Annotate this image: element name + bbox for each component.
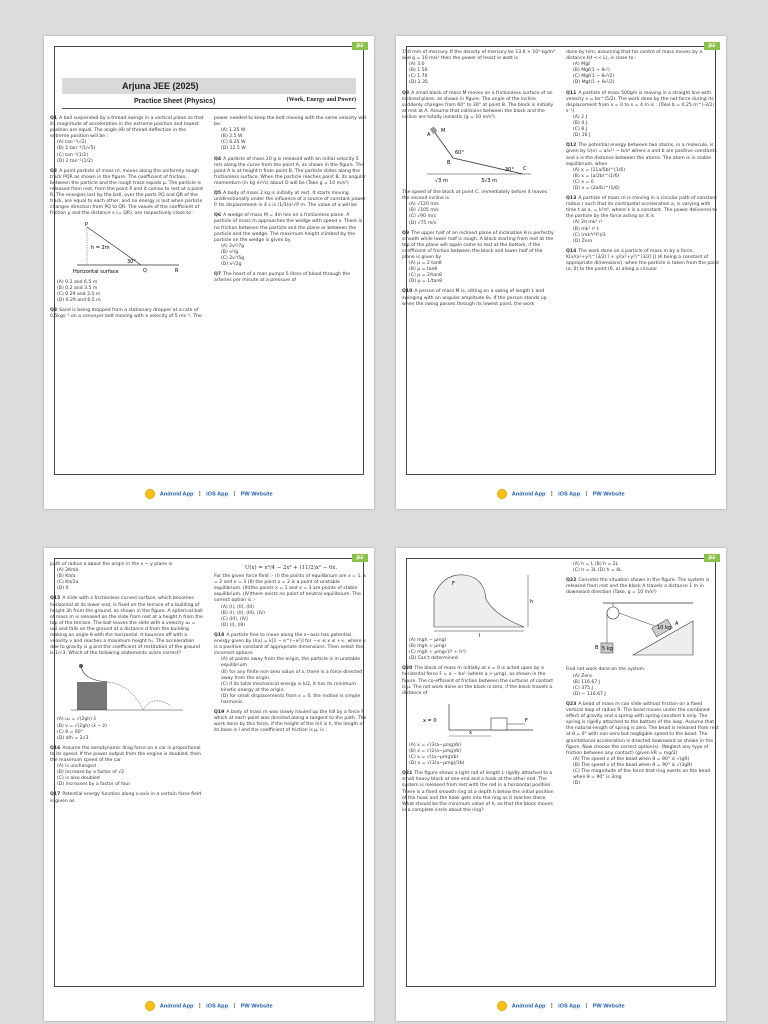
point-q-label: Q	[143, 267, 147, 274]
question-text: power needed to keep the belt moving with the same velocity will be:	[214, 116, 366, 128]
point-a-label: A	[427, 132, 431, 139]
question-text: The heart of a man pumps 5 litres of blood through the arteries per minute at a pressure of	[214, 272, 351, 284]
answer-option: (B) v²/g	[221, 249, 239, 255]
slide-figure	[67, 660, 187, 714]
question-text: A person of mass M is, sitting on a swing of length L and swinging with an angular amplitude θ₀. If the person stands up when the swing passes through its lowest point, the work	[402, 289, 547, 307]
answer-option: (C) x = √((a−μmg)/b)	[409, 755, 459, 761]
answer-option: (B) 2.5 W	[221, 134, 243, 140]
height-label: h = 2m	[91, 244, 110, 251]
distance-2-label: 3√3 m	[481, 178, 498, 185]
question-columns	[50, 116, 368, 503]
page-2	[396, 36, 726, 509]
question-p4lo-cont-0	[402, 638, 556, 662]
answer-option: (C) μ = 2/tanθ	[409, 273, 442, 279]
answer-option: (D) μ = 1/tanθ	[409, 279, 443, 285]
question-text: Sand is being dropped from a stationary dropper at a rate of 0.5kgs⁻¹ on a conveyor belt moving with a velocity of 5 ms⁻¹. The	[50, 307, 202, 319]
question-number: Q1	[50, 116, 58, 121]
question-number: Q12	[566, 143, 577, 149]
answer-option: (C) Kπ/2a	[57, 580, 79, 586]
question-p4r-cont-0	[566, 562, 720, 574]
answer-option: (B) √105 m/s	[409, 208, 439, 214]
question-q20	[402, 666, 556, 767]
answer-option: (A) 2π mk² r²	[573, 220, 603, 226]
answer-option: (C) 1.70	[409, 74, 428, 80]
answer-option: (D)	[573, 781, 581, 787]
question-columns	[402, 50, 720, 503]
angle-60-label: 60°	[455, 150, 464, 157]
point-c-label: C	[523, 166, 527, 173]
question-p2r-cont-0	[566, 50, 720, 87]
incline-figure	[419, 124, 539, 186]
block-figure	[419, 700, 539, 740]
answer-option: (A) x = (11a/5b)^(1/6)	[573, 167, 626, 173]
question-q23	[566, 702, 720, 787]
page-topic: (Work, Energy and Power)	[286, 97, 356, 103]
question-q11	[566, 91, 720, 140]
block-a-label: A	[675, 621, 679, 628]
answer-option: (C) mgh + μmg√(l² + h²)	[409, 650, 466, 656]
question-text: Assume the aerodynamic drag force on a car is proportional to its speed. If the power output from the engine is doubled, then the maximum speed of the car	[50, 745, 201, 763]
answer-option: (B) v = √(2gh) (x̂ − ẑ)	[57, 723, 107, 729]
question-number: Q4	[214, 156, 222, 162]
jee-badge: JEE	[704, 554, 720, 562]
pw-website-link[interactable]: PW Website	[592, 491, 625, 498]
answer-option: (B) 1.50	[409, 68, 428, 74]
question-q5	[214, 191, 368, 209]
surface-label: Horizontal surface	[73, 268, 119, 275]
question-text: A ball suspended by a thread swings in a vertical plane so that its magnitude of acceleration in the extreme position and lowest position are equal. The angle (θ) of thread deflection in the extreme position will be :	[50, 116, 204, 140]
mass-5kg-label: 5 kg	[602, 646, 613, 653]
answer-option: (B) (I), (II), (III), (IV)	[221, 610, 265, 616]
page-1	[44, 36, 374, 509]
answer-option: (D) x = (2a/b)^(1/6)	[573, 185, 620, 191]
answer-option: (C) θ = 60°	[57, 729, 83, 735]
question-q1	[50, 116, 204, 165]
answer-option: (A) 2 J	[573, 114, 587, 120]
page-title: Arjuna JEE (2025)	[62, 78, 356, 94]
answer-option: (D) (I), (III)	[221, 622, 246, 628]
question-number: Q17	[50, 792, 61, 798]
answer-option: (D) increases by a factor of four	[57, 782, 131, 788]
question-text: A point particle of mass m, moves along the uniformly rough track PQR as shown in the figure. The coefficient of friction, between the particle and the rough track equals μ. The particle is released from rest, from the point P and it comes to rest at a point R. The energies lost by the ball, over the parts PQ and QR of the track, are equal to each other, and no energy is lost when particle changes direction from PQ to QR. The values of the coefficient of friction μ and the distance x (= QR), are respectively close to :	[50, 168, 204, 217]
question-q10	[402, 289, 556, 307]
question-text: A body of mass m was slowly hauled up the hill by a force F which at each point was directed along a tangent to the path. The work done by this force, if the height of the hill is h, the length of its base is l and the coefficient of friction is μ, is :	[214, 710, 367, 734]
question-columns	[50, 562, 368, 1015]
answer-option: (D) Can't determined	[409, 656, 458, 662]
question-number: Q6	[214, 213, 222, 219]
pw-logo-icon	[145, 1001, 155, 1011]
question-q18	[214, 633, 368, 706]
question-number: Q3	[50, 307, 58, 313]
right-column	[214, 116, 368, 503]
point-b-label: B	[447, 160, 451, 167]
question-text: A bead of mass m can slide without friction on a fixed vertical loop of radius R. The bead moves under the combined effect of gravity and a spring with spring constant k only. The spring is rigidly attached to the bottom of the loop. Assume that the natural-length of spring is zero. The bead is released from rest at θ = 0° with non-zero but negligible speed to the bead. The gravitational acceleration is directed downward as shown in the figure. Now choose the correct option(s). (Neglect any type of friction between any contact) (given kR = mg/2)	[566, 701, 719, 756]
answer-option: (C) tan⁻¹(1/2)	[57, 152, 89, 158]
question-q3	[50, 308, 204, 320]
answer-option: (B) increase by a factor of √2	[57, 770, 125, 776]
answer-option: (D) 0	[57, 586, 69, 592]
question-q13	[566, 196, 720, 245]
question-q2	[50, 169, 204, 304]
left-column	[402, 50, 556, 503]
left-column	[50, 562, 204, 1015]
answer-option: (B) 0.2 and 3.5 m	[57, 285, 98, 291]
answer-option: (A) μ = 2 tanθ	[409, 261, 442, 267]
answer-option: (C) (mk⁴r²t⁵)/3	[573, 232, 606, 238]
point-r-label: R	[175, 267, 179, 274]
question-text: A slide with a frictionless curved surface, which becomes horizontal at its lower end, is fixed on the terrace of a building of height 3h from the ground, as shown in the figure. A spherical ball of mass m is released on the slide from rest at a height h from the top of the terrace. The ball leaves the slide with a velocity u₀ = u₀x̂ and falls on the ground at a distance d from the building making an angle θ with the horizontal. It bounces off with a velocity v and reaches a maximum height h₁. The acceleration due to gravity is g and the coefficient of restitution of the ground is 1/√3. Which of the following statements is/are correct?	[50, 596, 203, 657]
answer-option: (A) h = L (B) h = 2L	[573, 562, 619, 567]
question-text: A particle of mass 20 g is released with an initial velocity 5 m/s along the curve from the point A, as shown in the figure. The point A is at height h from point B. The particle slides along the frictionless surface. When the particle reaches point B, its angular momentum (in kg m²/s) about O will be (Take g = 10 m/s²)	[214, 156, 367, 186]
answer-option: (D) − 116.67 J	[573, 691, 606, 697]
question-text: 150 mm of mercury. If the density of mercury be 13.6 × 10³ kg/m³ and g = 10 m/s² then the power of heart in watt is	[402, 50, 555, 62]
question-q7	[214, 272, 368, 284]
question-q6	[214, 213, 368, 268]
distance-1-label: √3 m	[435, 178, 448, 185]
question-text: A body of mass 2 kg is initially at rest. It starts moving unidirectionally under the influence of a source of constant power P. Its displacement in 4 s is (1/3)α²√P m. The value of α will be	[214, 191, 366, 209]
answer-option: (B) mgh + μmgl	[409, 644, 446, 650]
question-text: A particle of mass m is moving in a circular path of constant radius r such that its centripetal acceleration a꜀ is varying with time t as a꜀ = k²rt², where k is a constant. The power delivered to the particle by the force acting on it is	[566, 196, 717, 220]
question-text: The upper half of an inclined plane of inclination θ is perfectly smooth while lower half is rough. A block starting from rest at the top of the plane will again come to rest at the bottom, if the coefficient of friction between the block and lower half of the plane is given by	[402, 230, 554, 260]
angle-label: 30°	[127, 258, 136, 265]
question-p2l-cont-2	[402, 190, 556, 227]
pulley-figure	[583, 599, 703, 663]
android-app-link[interactable]: Android App	[159, 1003, 194, 1010]
android-app-link[interactable]: Android App	[159, 491, 194, 498]
track-figure	[67, 221, 187, 277]
question-number: Q8	[402, 90, 410, 96]
ios-app-link[interactable]: iOS App	[558, 491, 580, 498]
question-number: Q14	[566, 248, 577, 254]
answer-option: (B) μ = tanθ	[409, 267, 438, 273]
page-footer: Android App | iOS App | PW Website	[44, 489, 374, 499]
question-q17	[50, 792, 204, 804]
answer-option: (D) Zero	[573, 238, 593, 244]
question-q16	[50, 746, 204, 789]
question-number: Q2	[50, 168, 58, 174]
jee-badge: JEE	[352, 42, 368, 50]
answer-option: (A) (I), (II), (III)	[221, 604, 254, 610]
answer-option: (B) for any finite non-zero value of x, there is a force directed away from the origin.	[221, 669, 363, 681]
question-q19	[214, 710, 368, 734]
pw-logo-icon	[497, 489, 507, 499]
answer-option: (C) h = 3L (D) h = 4L	[573, 568, 622, 574]
distance-label: x	[469, 729, 472, 736]
page-3	[44, 548, 374, 1021]
question-text: path of radius a about the origin in the x − y plane is	[50, 562, 173, 567]
question-number: Q23	[566, 701, 577, 707]
question-columns	[402, 562, 720, 1015]
question-number: Q13	[566, 196, 577, 202]
question-number: Q9	[402, 230, 410, 236]
hill-figure	[424, 565, 534, 639]
question-q15	[50, 596, 204, 741]
point-p-label: P	[85, 221, 89, 228]
hill-height-label: h	[530, 599, 534, 605]
answer-option: (A) 2Kπ/a	[57, 568, 79, 574]
question-number: Q16	[50, 745, 61, 751]
answer-option: (B) x = (a/2b)^(1/6)	[573, 173, 620, 179]
question-text: A particle free to move along the x−axis has potential energy given by U(x) = k[1 − e^(−x²)] for −∞ ≤ x ≤ +∞, where k is a positive constant of appropriate dimensions. Then select the incorrect options	[214, 632, 366, 657]
answer-option: (B) mk² r² t	[573, 226, 599, 232]
ios-app-link[interactable]: iOS App	[206, 491, 228, 498]
answer-option: (B) The speed v of the bead when θ = 90° is √(3gR)	[573, 762, 693, 768]
answer-option: (B) Kπ/a	[57, 574, 76, 580]
question-text: A wedge of mass M = 4m lies on a frictionless plane. A particle of mass m approaches the wedge with speed v. There is no friction between the particle and the plane or between the particle and the wedge. The maximum height climbed by the particle on the wedge is given by	[214, 213, 363, 243]
answer-option: (C) is also doubled	[57, 776, 100, 782]
answer-option: (C) (III), (IV)	[221, 616, 248, 622]
pw-logo-icon	[145, 489, 155, 499]
answer-option: (D) x = √(3(a−μmg)/2b)	[409, 761, 465, 767]
answer-option: (C) x = 0	[573, 179, 594, 185]
question-number: Q11	[566, 90, 577, 96]
question-text: For the given force field :- (I) the points of equilibrium are x = 1, x = 2 and x = 3 (II) the point x = 2 is a point of unstable equilibrium. (III)the points x = 1 and x = 3 are points of stable equilibrium. (IV)there exists no point of neutral equilibrium. The correct option is :-	[214, 574, 367, 604]
answer-option: (B) x = √(2(a−μmg)/b)	[409, 748, 462, 754]
question-text: The work done on a particle of mass m by a force, K[x/(x²+y²)^(3/2) î + y/(x²+y²)^(3/2) ĵ] (K being a constant of appropriate dimensions), when the particle is taken from the point (a, 0) to the point (0, a) along a circular	[566, 248, 720, 273]
right-column	[214, 562, 368, 1015]
question-text: Potential energy function along x-axis in a certain force field is given as	[50, 792, 202, 804]
question-text: The figure shows a light rod of length L rigidly attached to a small heavy block at one end and a hook at the other end. The system is released from rest with the rod in a horizontal position. There is a fixed smooth ring at a depth h below the initial position of the hook and the hook gets into the ring as it reaches there. What should be the minimum value of h, so that the block moves in a complete circle about the ring?	[402, 771, 554, 813]
mass-10kg-label: 10 kg	[657, 625, 672, 632]
answer-option: (D) 12.5 W	[221, 146, 246, 152]
answer-option: (C) if its total mechanical energy is k/2, it has its minimum kinetic energy at the origin.	[221, 681, 356, 693]
question-q12	[566, 143, 720, 192]
question-number: Q10	[402, 289, 413, 295]
pw-website-link[interactable]: PW Website	[592, 1003, 625, 1010]
left-column	[402, 562, 556, 1015]
answer-option: (D) 2.35	[409, 80, 428, 86]
answer-option: (C) The magnitude of the force that ring exerts on the bead when θ = 90° is 3mg	[573, 768, 711, 781]
answer-option: (B) 4 J	[573, 121, 587, 127]
origin-label: x = 0	[423, 717, 437, 724]
answer-option: (B) 116.67 J	[573, 679, 601, 685]
answer-option: (D) Mgℓ(1 + θ₀²/2)	[573, 80, 615, 86]
answer-option: (C) 0.29 and 3.5 m	[57, 291, 101, 297]
block-b-label: B	[595, 645, 599, 652]
question-number: Q5	[214, 191, 222, 197]
pw-website-link[interactable]: PW Website	[240, 1003, 273, 1010]
question-text: A small block of mass M moves on a frictionless surface of an inclined plane, as shown in figure. The angle of the incline suddenly changes from 60° to 30° at point B. The block is initially at rest at A. Assume that collisions between the block and the incline are totally inelastic (g = 10 m/s²).	[402, 90, 554, 120]
question-q9	[402, 231, 556, 286]
question-number: Q18	[214, 632, 225, 638]
answer-option: (D) v²/2g	[221, 262, 242, 268]
answer-option: (A) Zero	[573, 673, 592, 679]
answer-option: (B) Mgℓ(1 + θ₀²)	[573, 68, 610, 74]
answer-option: (C) 8 J	[573, 127, 587, 133]
answer-option: (D) 2 tan⁻¹(1/2)	[57, 158, 93, 164]
answer-option: (B) 2 tan⁻¹(1/√5)	[57, 146, 96, 152]
question-text: Consider the situation shown in the figure. The system is released from rest and the block A travels a distance 1 m in downward direction (Take, g = 10 m/s²)	[566, 578, 710, 596]
pw-website-link[interactable]: PW Website	[240, 491, 273, 498]
left-column	[50, 116, 204, 503]
question-q8	[402, 91, 556, 186]
question-text: The speed of the block at point C, immediately before it leaves the second incline is	[402, 190, 548, 202]
answer-option: (D) for small displacements from x = 0, the motion is simple harmonic.	[221, 693, 361, 705]
answer-option: (A) is unchanged	[57, 764, 96, 770]
question-number: Q7	[214, 272, 222, 278]
question-text: done by him, assuming that his centre of mass moves by a distance ℓ(ℓ << L), is close to :	[566, 50, 703, 62]
question-q14	[566, 249, 720, 273]
right-column	[566, 50, 720, 503]
question-text: A particle of mass 500gm is moving in a straight line with velocity v = bx^(5/2). The work done by the net force during its displacement from x = 0 to x = 4 m is : (Take b = 0.25 m^(-3/2) s⁻¹)	[566, 90, 715, 114]
answer-option: (C) Mgℓ(1 − θ₀²/2)	[573, 74, 615, 80]
answer-option: (A) √120 m/s	[409, 202, 439, 208]
answer-option: (A) The speed v of the bead when θ = 90° is √(gR)	[573, 756, 690, 762]
question-text: The block of mass m initially at x = 0 is acted upon by a horizontal force F = a − bx² (where a > μmg), as shown in the figure. The co-efficient of friction between the surfaces of contact is μ. The net work done on the block is zero, if the block travels a distance of	[402, 666, 554, 696]
answer-option: (A) u₀ = √(2gh) x̂	[57, 717, 97, 723]
header-rule	[62, 108, 356, 109]
question-p3l-cont-0	[50, 562, 204, 592]
answer-option: (C) 6.25 W	[221, 140, 246, 146]
answer-option: (A) 0.2 and 6.5 m	[57, 279, 98, 285]
ios-app-link[interactable]: iOS App	[558, 1003, 580, 1010]
potential-equation: U(x) = x⁴/4 − 2x³ + (11/2)x² − 6x.	[244, 565, 338, 571]
answer-option: (D) 16 J	[573, 133, 591, 139]
answer-option: (A) x = √(3(a−μmg)/b)	[409, 742, 462, 748]
answer-option: (A) 3.0	[409, 62, 425, 68]
page-subtitle: Practice Sheet (Physics)	[134, 98, 216, 105]
answer-option: (D) √75 m/s	[409, 220, 437, 226]
mass-label: M	[441, 128, 446, 135]
answer-option: (D) 0.29 and 6.5 m	[57, 297, 101, 303]
answer-option: (A) at points away from the origin, the particle is in unstable equilibrium	[221, 657, 360, 669]
answer-option: (A) Mgℓ	[573, 62, 590, 68]
question-p1r-cont-0	[214, 116, 368, 153]
question-text: Find net work done on the system.	[566, 667, 646, 673]
answer-option: (C) 375 J	[573, 685, 593, 691]
question-q22	[566, 578, 720, 663]
jee-badge: JEE	[352, 554, 368, 562]
force-label: F	[525, 717, 528, 724]
android-app-link[interactable]: Android App	[511, 491, 546, 498]
right-column	[566, 562, 720, 1015]
page-footer: Android App | iOS App | PW Website	[44, 1001, 374, 1011]
jee-badge: JEE	[704, 42, 720, 50]
question-number: Q15	[50, 596, 61, 602]
question-number: Q22	[566, 578, 577, 584]
hill-force-label: F	[452, 581, 455, 587]
question-number: Q21	[402, 771, 413, 777]
answer-option: (D) d/h = 2√3	[57, 735, 89, 741]
android-app-link[interactable]: Android App	[511, 1003, 546, 1010]
question-q4	[214, 157, 368, 187]
answer-option: (A) 2v²/7g	[221, 243, 245, 249]
question-p2l-cont-0	[402, 50, 556, 87]
answer-option: (A) 1.25 W	[221, 128, 246, 134]
hill-base-label: l	[479, 633, 481, 639]
question-text: The potential energy between two atoms, in a molecule, is given by U(x) = a/x¹² − b/x⁶ where a and b are positive constants and x is the distance between the atoms. The atom is in stable equilibrium, when	[566, 143, 717, 167]
page-footer: Android App | iOS App | PW Website	[396, 489, 726, 499]
question-number: Q19	[214, 710, 225, 716]
angle-30-label: 30°	[505, 167, 514, 174]
answer-option: (C) 2v²/5g	[221, 255, 245, 261]
page-4	[396, 548, 726, 1021]
page-footer: Android App | iOS App | PW Website	[396, 1001, 726, 1011]
pw-logo-icon	[497, 1001, 507, 1011]
question-p3r-cont-0	[214, 574, 368, 629]
question-p4r-cont-2	[566, 667, 720, 697]
question-number: Q20	[402, 666, 413, 672]
answer-option: (A) tan⁻¹(√2)	[57, 140, 87, 146]
question-q21	[402, 771, 556, 814]
ios-app-link[interactable]: iOS App	[206, 1003, 228, 1010]
answer-option: (A) mgh − μmgl	[409, 638, 446, 643]
answer-option: (C) √90 m/s	[409, 214, 436, 220]
